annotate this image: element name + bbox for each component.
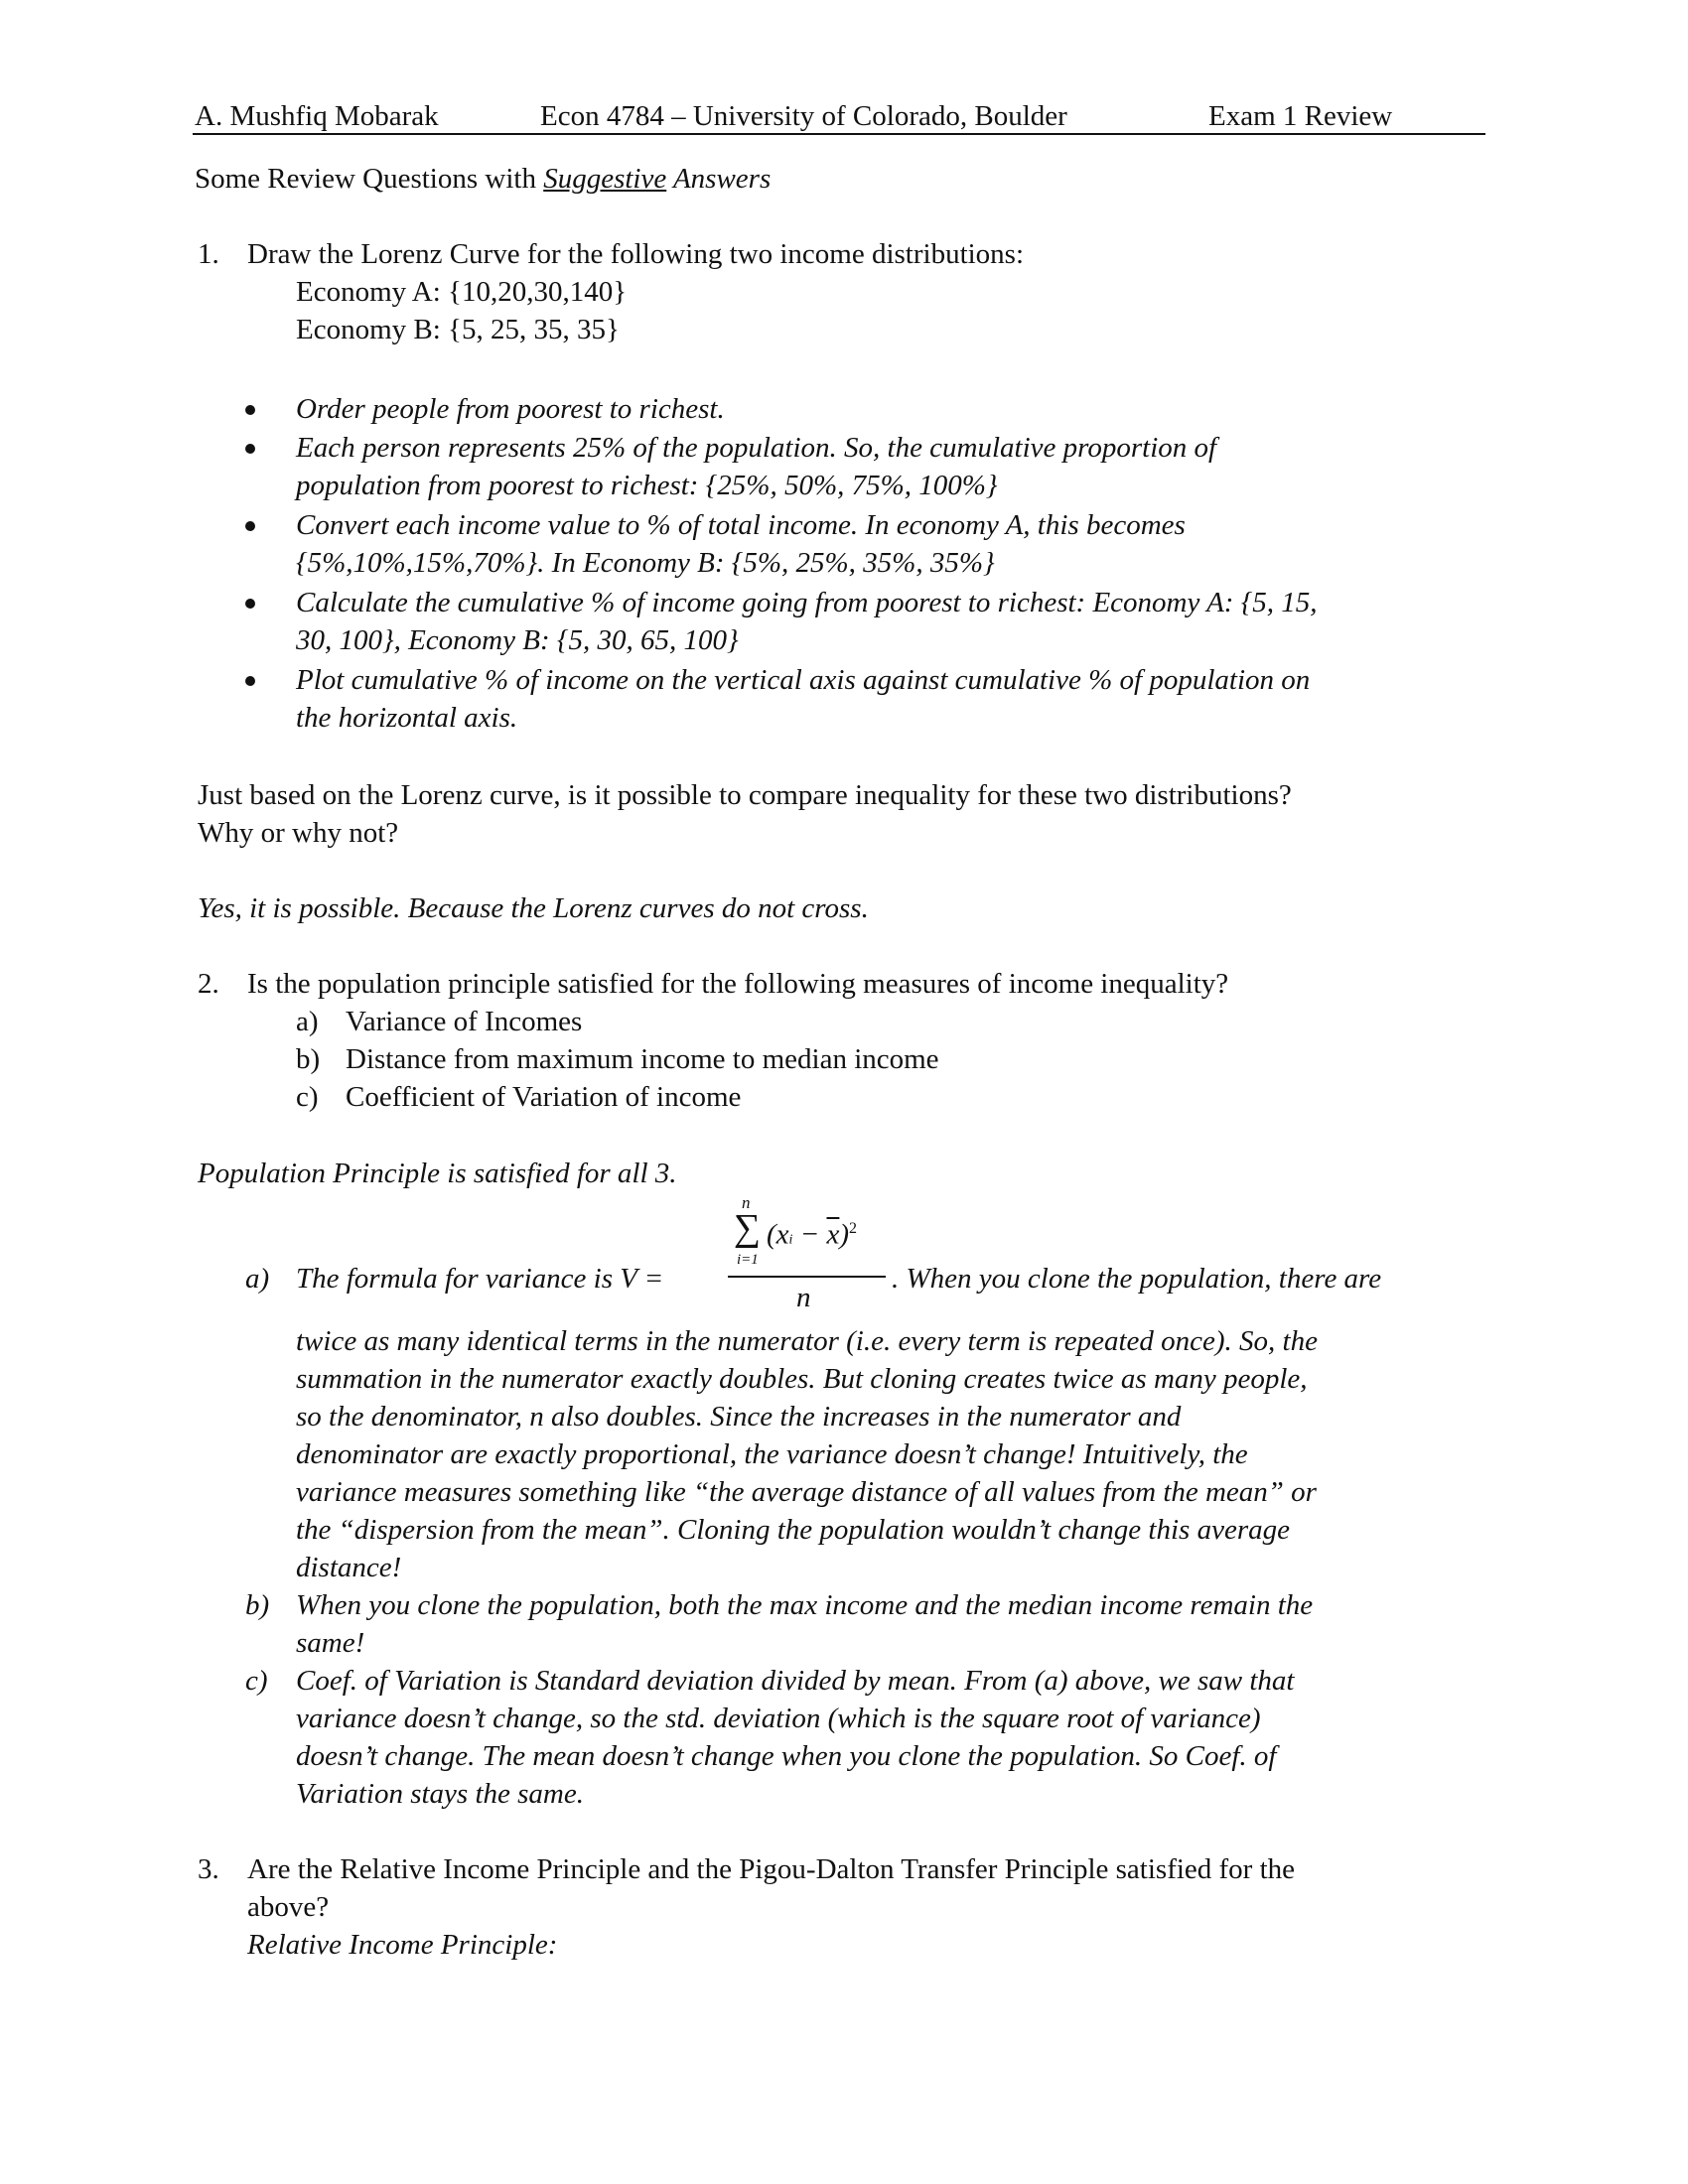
intro-suffix: Answers (666, 163, 772, 195)
formula-minus: − (792, 1218, 827, 1251)
part-a-label: a) (245, 1263, 270, 1295)
q1-economy-a: Economy A: {10,20,30,140} (296, 276, 628, 308)
formula-close: ) (839, 1218, 850, 1251)
part-a-line-6: the “dispersion from the mean”. Cloning the population wouldn’t change this average (296, 1514, 1290, 1546)
q2-text: Is the population principle satisfied for the following measures of income inequality? (247, 968, 1229, 1000)
formula-upper-limit: n (742, 1193, 751, 1212)
q3-number: 3. (198, 1853, 219, 1885)
q3-line-1: Are the Relative Income Principle and the Pigou-Dalton Transfer Principle satisfied for the (247, 1853, 1296, 1885)
intro-line (195, 160, 771, 198)
formula-sub-i: i (788, 1232, 793, 1248)
part-a-line-5: variance measures something like “the average distance of all values from the mean” or (296, 1476, 1317, 1508)
part-c-line-2: variance doesn’t change, so the std. deviation (which is the square root of variance) (296, 1703, 1261, 1734)
formula-open: (x (767, 1218, 789, 1251)
q2-option-b-text: Distance from maximum income to median income (346, 1043, 939, 1075)
part-a-line-3: so the denominator, n also doubles. Since the increases in the numerator and (296, 1401, 1182, 1433)
q2-option-b-label: b) (296, 1043, 321, 1075)
part-c-line-3: doesn’t change. The mean doesn’t change when you clone the population. So Coef. of (296, 1740, 1277, 1772)
part-c-label: c) (245, 1665, 268, 1697)
q1-text: Draw the Lorenz Curve for the following two income distributions: (247, 238, 1025, 270)
q2-option-c-label: c) (296, 1081, 319, 1113)
bullet-3-line-1: Convert each income value to % of total income. In economy A, this becomes (296, 509, 1186, 541)
part-b-label: b) (245, 1589, 270, 1621)
part-b-line-2: same! (296, 1627, 365, 1659)
formula-sigma: ∑ (734, 1207, 762, 1249)
q2-option-a-label: a) (296, 1006, 319, 1037)
part-a-line-1: twice as many identical terms in the numerator (i.e. every term is repeated once). So, the (296, 1325, 1318, 1357)
q1-economy-b: Economy B: {5, 25, 35, 35} (296, 314, 620, 345)
formula-numerator (767, 1210, 857, 1260)
bullet-5-line-1: Plot cumulative % of income on the vertical axis against cumulative % of population on (296, 664, 1311, 696)
q1-question-line-1: Just based on the Lorenz curve, is it possible to compare inequality for these two distributions? (198, 779, 1292, 811)
intro-underlined: Suggestive (543, 163, 667, 195)
formula-xbar: $\overline{x}$ (826, 1218, 840, 1251)
header-rule (193, 133, 1485, 135)
formula-fraction-bar (728, 1276, 886, 1278)
bullet-2 (245, 444, 255, 454)
header-course: Econ 4784 – University of Colorado, Boulder (540, 100, 1067, 132)
part-b-line-1: When you clone the population, both the max income and the median income remain the (296, 1589, 1314, 1621)
q1-question-line-2: Why or why not? (198, 817, 399, 849)
q3-line-2: above? (247, 1891, 330, 1923)
bullet-5 (245, 676, 255, 686)
q2-option-c-text: Coefficient of Variation of income (346, 1081, 742, 1113)
q1-number: 1. (198, 238, 219, 270)
q1-answer: Yes, it is possible. Because the Lorenz curves do not cross. (198, 892, 869, 924)
q2-option-a-text: Variance of Incomes (346, 1006, 583, 1037)
part-a-line-2: summation in the numerator exactly doubles. But cloning creates twice as many people, (296, 1363, 1308, 1395)
formula-power: 2 (849, 1220, 858, 1237)
bullet-3-line-2: {5%,10%,15%,70%}. In Economy B: {5%, 25%, 35%, 35%} (296, 547, 995, 579)
bullet-1 (245, 405, 255, 415)
part-c-line-1: Coef. of Variation is Standard deviation divided by mean. From (a) above, we saw that (296, 1665, 1295, 1697)
bullet-1-line-1: Order people from poorest to richest. (296, 393, 725, 425)
bullet-3 (245, 521, 255, 531)
bullet-2-line-1: Each person represents 25% of the population. So, the cumulative proportion of (296, 432, 1217, 464)
bullet-4-line-2: 30, 100}, Economy B: {5, 30, 65, 100} (296, 624, 739, 656)
part-c-line-4: Variation stays the same. (296, 1778, 584, 1810)
part-a-lead: The formula for variance is V = (296, 1263, 664, 1295)
part-a-line-7: distance! (296, 1552, 402, 1583)
q2-answer-intro: Population Principle is satisfied for all 3. (198, 1158, 677, 1189)
formula-denominator: n (796, 1282, 811, 1313)
q3-sub: Relative Income Principle: (247, 1929, 558, 1961)
header-author: A. Mushfiq Mobarak (195, 100, 439, 132)
header-exam: Exam 1 Review (1208, 100, 1393, 132)
bullet-5-line-2: the horizontal axis. (296, 702, 518, 734)
bullet-2-line-2: population from poorest to richest: {25%, 50%, 75%, 100%} (296, 470, 998, 501)
part-a-after: . When you clone the population, there are (892, 1263, 1382, 1295)
part-a-line-4: denominator are exactly proportional, the variance doesn’t change! Intuitively, the (296, 1438, 1248, 1470)
q2-number: 2. (198, 968, 219, 1000)
formula-lower-limit: i=1 (737, 1252, 759, 1268)
bullet-4-line-1: Calculate the cumulative % of income going from poorest to richest: Economy A: {5, 15, (296, 587, 1318, 618)
bullet-4 (245, 599, 255, 609)
intro-prefix: Some Review Questions with (195, 163, 544, 195)
